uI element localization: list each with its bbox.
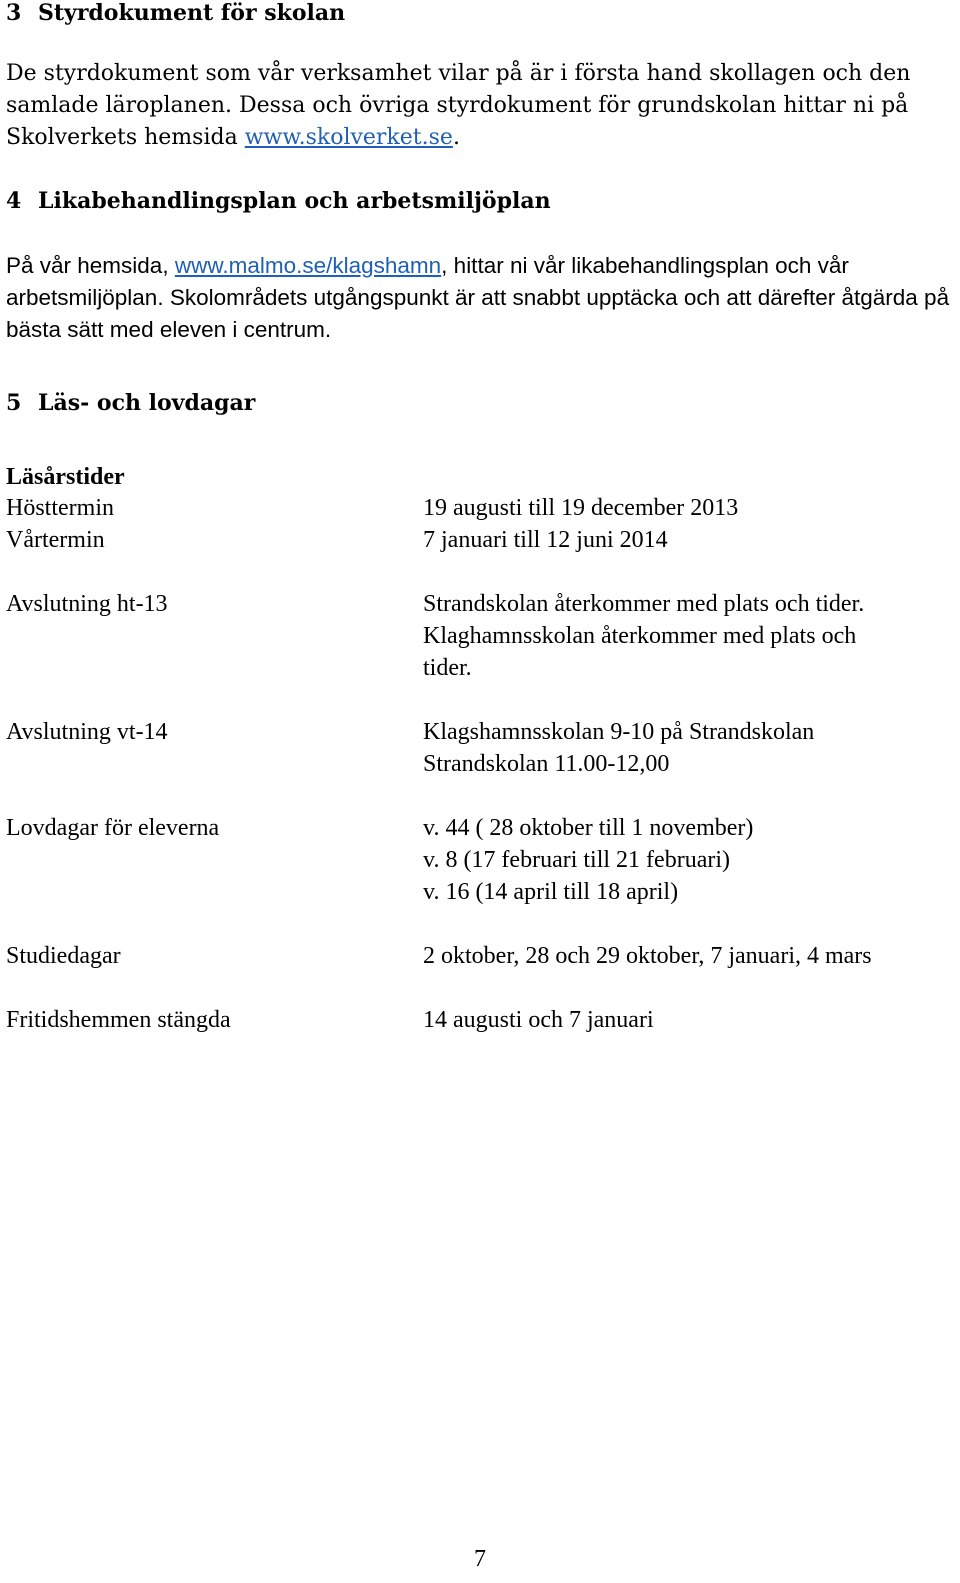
malmo-klagshamn-link[interactable]: www.malmo.se/klagshamn: [174, 253, 442, 278]
lovdagar-value: [423, 812, 956, 908]
section-4-paragraph: [6, 250, 956, 346]
studiedagar-label: Studiedagar: [6, 943, 121, 969]
section-3-text: De styrdokument som vår verksamhet vilar på är i första hand skollagen och den samlade läroplanen. Dessa och övriga styrdokument för grundskolan hittar ni på Skolverkets hemsida: [6, 61, 911, 150]
lovdagar-label: Lovdagar för eleverna: [6, 815, 220, 841]
section-3-title: Styrdokument för skolan: [38, 0, 346, 26]
lasarstider-subheading: Läsårstider: [6, 464, 125, 490]
section-4-heading: [6, 188, 551, 214]
section-3-heading: [6, 0, 345, 26]
avslutning-vt-line: Strandskolan 11.00-12,00: [423, 751, 670, 777]
avslutning-vt-value: [423, 716, 956, 780]
lovdagar-line: v. 16 (14 april till 18 april): [423, 879, 679, 905]
term-label: Vårtermin: [6, 527, 105, 553]
skolverket-link[interactable]: www.skolverket.se: [244, 125, 453, 150]
fritidshem-value: 14 augusti och 7 januari: [423, 1007, 654, 1033]
section-4-text: På vår hemsida,: [6, 253, 175, 278]
section-3-paragraph: [6, 58, 956, 154]
studiedagar-value: 2 oktober, 28 och 29 oktober, 7 januari, 4 mars: [423, 943, 872, 969]
section-4-number: 4: [6, 188, 22, 214]
section-3-text-end: .: [452, 125, 460, 150]
avslutning-vt-line: Klagshamnsskolan 9-10 på Strandskolan: [423, 719, 815, 745]
avslutning-ht-label: Avslutning ht-13: [6, 591, 168, 617]
term-label: Hösttermin: [6, 495, 114, 521]
fritidshem-label: Fritidshemmen stängda: [6, 1007, 231, 1033]
section-5-number: 5: [6, 390, 22, 416]
section-4-text-end: , hittar ni vår likabehandlingsplan och vår arbetsmiljöplan. Skolområdets utgångspunkt är att snabbt upptäcka och att därefter åtgärda på bästa sätt med eleven i centrum.: [6, 253, 950, 342]
section-5-title: Läs- och lovdagar: [38, 390, 256, 416]
page-number: 7: [474, 1546, 486, 1572]
section-5-heading: [6, 390, 255, 416]
term-value: 19 augusti till 19 december 2013: [423, 495, 739, 521]
avslutning-ht-line: Strandskolan återkommer med plats och tider.: [423, 591, 865, 617]
lovdagar-line: v. 8 (17 februari till 21 februari): [423, 847, 730, 873]
avslutning-ht-value: [423, 588, 956, 684]
section-4-title: Likabehandlingsplan och arbetsmiljöplan: [38, 188, 551, 214]
avslutning-vt-label: Avslutning vt-14: [6, 719, 168, 745]
term-value: 7 januari till 12 juni 2014: [423, 527, 668, 553]
avslutning-ht-line: Klaghamnsskolan återkommer med plats och: [423, 623, 857, 649]
avslutning-ht-line: tider.: [423, 655, 472, 681]
section-3-number: 3: [6, 0, 22, 26]
lovdagar-line: v. 44 ( 28 oktober till 1 november): [423, 815, 754, 841]
